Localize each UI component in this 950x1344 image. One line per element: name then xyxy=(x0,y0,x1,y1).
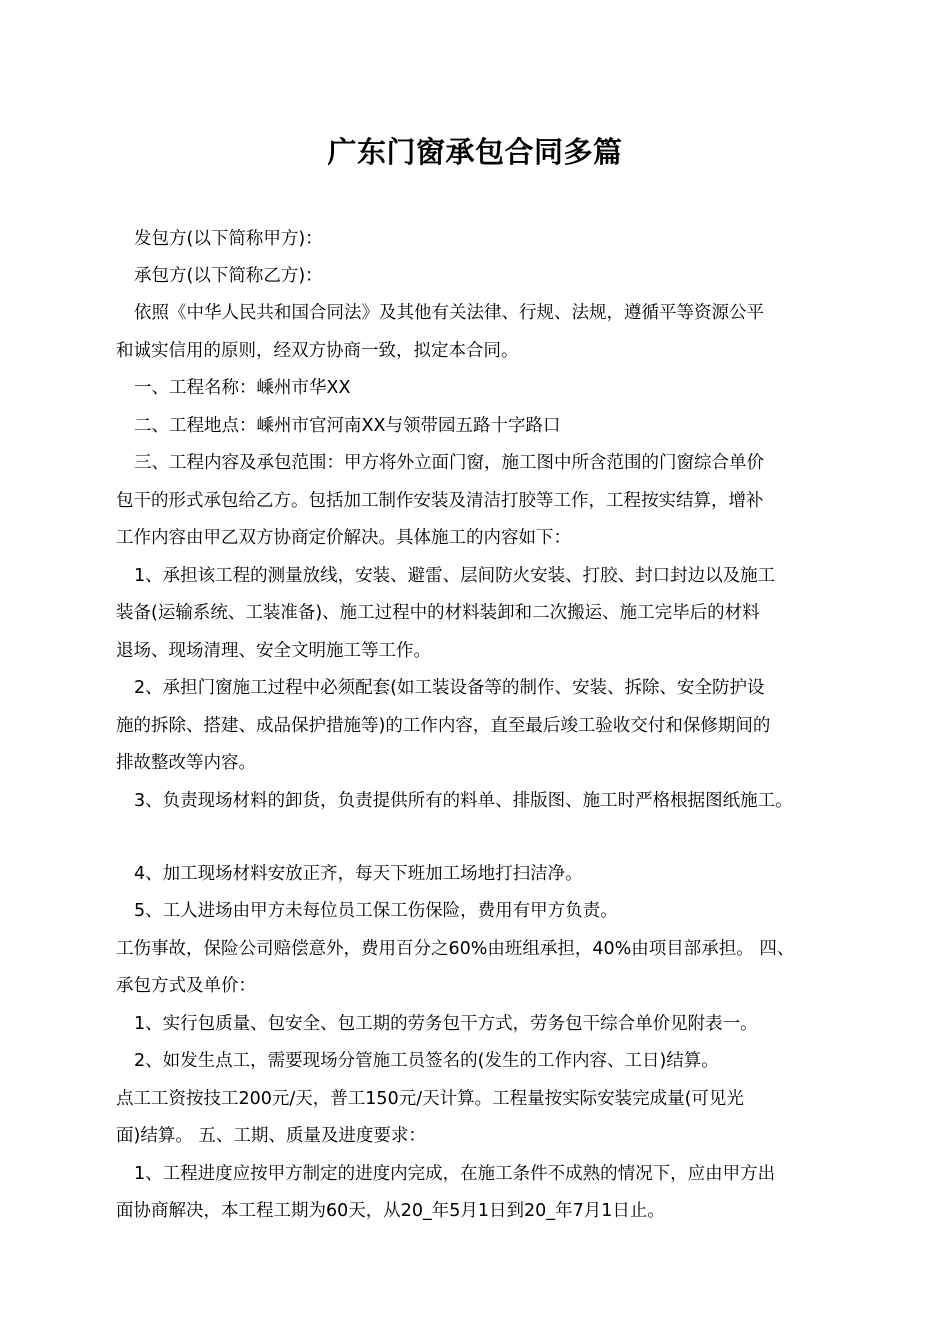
item-2-line-1: 2、承担门窗施工过程中必须配套(如工装设备等的制作、安装、拆除、安全防护设 xyxy=(134,678,765,698)
item-4-line: 4、加工现场材料安放正齐，每天下班加工场地打扫洁净。 xyxy=(134,864,583,884)
party-b-line: 承包方(以下简称乙方)： xyxy=(134,266,323,286)
project-name-line: 一、工程名称：嵊州市华XX xyxy=(134,378,351,398)
schedule-line-1: 1、工程进度应按甲方制定的进度内完成，在施工条件不成熟的情况下，应由甲方出 xyxy=(134,1164,776,1184)
section-4-item-2-line: 2、如发生点工，需要现场分管施工员签名的(发生的工作内容、工日)结算。 xyxy=(134,1051,719,1071)
item-1-line-3: 退场、现场清理、安全文明施工等工作。 xyxy=(116,641,431,661)
item-3-line: 3、负责现场材料的卸货，负责提供所有的料单、排版图、施工时严格根据图纸施工。 xyxy=(134,791,793,811)
item-2-line-2: 施的拆除、搭建、成品保护措施等)的工作内容，直至最后竣工验收交付和保修期间的 xyxy=(116,716,771,736)
item-1-line-1: 1、承担该工程的测量放线，安装、避雷、层间防火安装、打胶、封口封边以及施工 xyxy=(134,566,776,586)
item-1-line-2: 装备(运输系统、工装准备)、施工过程中的材料装卸和二次搬运、施工完毕后的材料 xyxy=(116,603,760,623)
item-2-line-3: 排故整改等内容。 xyxy=(116,753,256,773)
scope-line-3: 工作内容由甲乙双方协商定价解决。具体施工的内容如下： xyxy=(116,528,571,548)
scope-line-1: 三、工程内容及承包范围：甲方将外立面门窗，施工图中所含范围的门窗综合单价 xyxy=(134,453,764,473)
wage-line-1: 点工工资按技工200元/天，普工150元/天计算。工程量按实际安装完成量(可见光 xyxy=(116,1089,744,1109)
section-4-title-line: 承包方式及单价： xyxy=(116,976,256,996)
section-4-item-1-line: 1、实行包质量、包安全、包工期的劳务包干方式，劳务包干综合单价见附表一。 xyxy=(134,1014,758,1034)
party-a-line: 发包方(以下简称甲方)： xyxy=(134,229,323,249)
document-title: 广东门窗承包合同多篇 xyxy=(327,135,623,169)
injury-clause-line: 工伤事故，保险公司赔偿意外，费用百分之60%由班组承担，40%由项目部承担。 四、 xyxy=(116,939,795,959)
project-location-line: 二、工程地点：嵊州市官河南XX与领带园五路十字路口 xyxy=(134,416,561,436)
wage-line-2: 面)结算。 五、工期、质量及进度要求： xyxy=(116,1126,426,1146)
scope-line-2: 包干的形式承包给乙方。包括加工制作安装及清洁打胶等工作，工程按实结算，增补 xyxy=(116,491,764,511)
preamble-line-1: 依照《中华人民共和国合同法》及其他有关法律、行规、法规，遵循平等资源公平 xyxy=(134,303,764,323)
preamble-line-2: 和诚实信用的原则，经双方协商一致，拟定本合同。 xyxy=(116,341,519,361)
schedule-line-2: 面协商解决，本工程工期为60天，从20_年5月1日到20_年7月1日止。 xyxy=(116,1201,665,1221)
item-5-line: 5、工人进场由甲方未每位员工保工伤保险，费用有甲方负责。 xyxy=(134,901,618,921)
